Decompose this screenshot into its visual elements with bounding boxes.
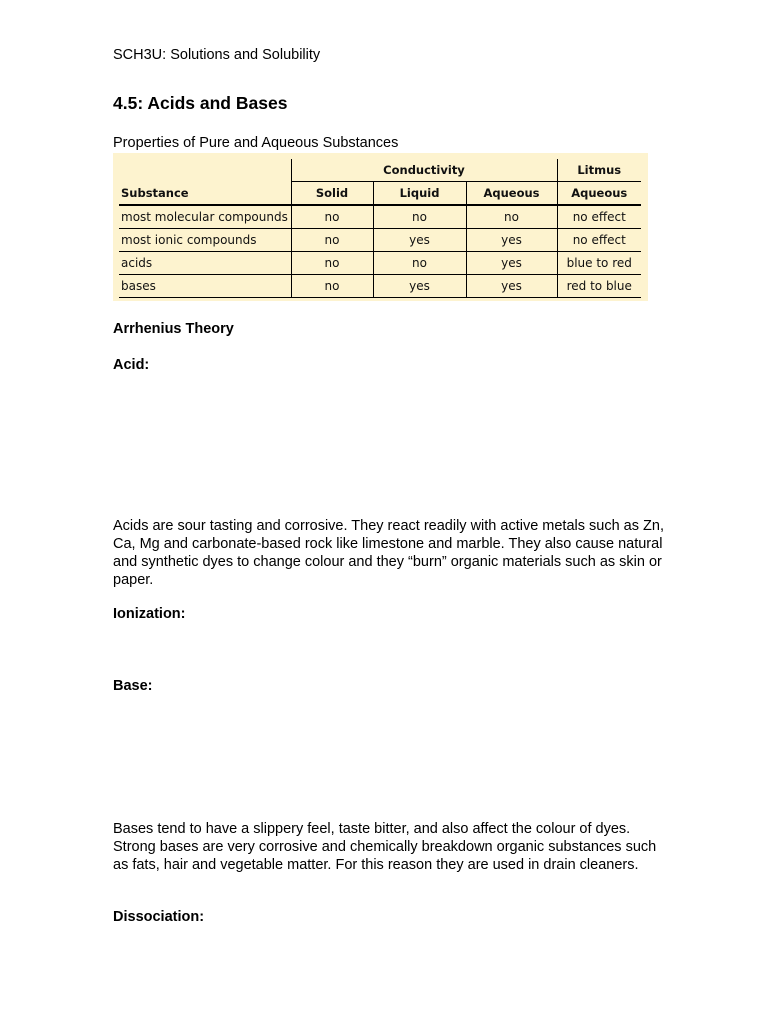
table-row <box>119 229 641 252</box>
cell-aqueous: no <box>466 205 557 229</box>
cell-substance: acids <box>119 252 291 275</box>
column-header-substance: Substance <box>119 182 291 206</box>
cell-substance: most molecular compounds <box>119 205 291 229</box>
table-row <box>119 252 641 275</box>
column-header-solid: Solid <box>291 182 373 206</box>
column-header-aqueous: Aqueous <box>466 182 557 206</box>
cell-liquid: yes <box>373 275 466 298</box>
ionization-label: Ionization: <box>113 606 186 622</box>
acid-paragraph: Acids are sour tasting and corrosive. They react readily with active metals such as Zn, Ca, Mg and carbonate-based rock like limestone and marble. They also cause natural and synthetic dyes to change colour and they “burn” organic materials such as skin or paper. <box>113 518 664 588</box>
conductivity-group-header: Conductivity <box>291 159 557 182</box>
cell-litmus: red to blue <box>557 275 641 298</box>
base-label: Base: <box>113 678 153 694</box>
arrhenius-theory-heading: Arrhenius Theory <box>113 321 234 337</box>
cell-solid: no <box>291 205 373 229</box>
dissociation-label: Dissociation: <box>113 909 205 925</box>
cell-aqueous: yes <box>466 275 557 298</box>
cell-liquid: no <box>373 252 466 275</box>
cell-aqueous: yes <box>466 229 557 252</box>
litmus-group-header: Litmus <box>557 159 641 182</box>
acid-label: Acid: <box>113 357 150 373</box>
section-title: 4.5: Acids and Bases <box>113 93 288 113</box>
cell-litmus: no effect <box>557 229 641 252</box>
course-header: SCH3U: Solutions and Solubility <box>113 47 321 63</box>
table-caption: Properties of Pure and Aqueous Substances <box>113 135 399 151</box>
cell-solid: no <box>291 229 373 252</box>
properties-table-figure <box>113 153 648 301</box>
cell-liquid: yes <box>373 229 466 252</box>
column-header-litmus-aqueous: Aqueous <box>557 182 641 206</box>
table-row <box>119 205 641 229</box>
base-paragraph: Bases tend to have a slippery feel, taste bitter, and also affect the colour of dyes. Strong bases are very corrosive and chemically breakdown organic substances such as fats, hair and vegetable matter. For this reason they are used in drain cleaners. <box>113 821 657 873</box>
column-header-liquid: Liquid <box>373 182 466 206</box>
table-row <box>119 275 641 298</box>
cell-substance: most ionic compounds <box>119 229 291 252</box>
table-group-header-row <box>119 159 641 182</box>
cell-liquid: no <box>373 205 466 229</box>
cell-aqueous: yes <box>466 252 557 275</box>
cell-solid: no <box>291 275 373 298</box>
cell-litmus: blue to red <box>557 252 641 275</box>
cell-solid: no <box>291 252 373 275</box>
table-header-row <box>119 182 641 206</box>
cell-substance: bases <box>119 275 291 298</box>
properties-table <box>119 159 641 298</box>
cell-litmus: no effect <box>557 205 641 229</box>
